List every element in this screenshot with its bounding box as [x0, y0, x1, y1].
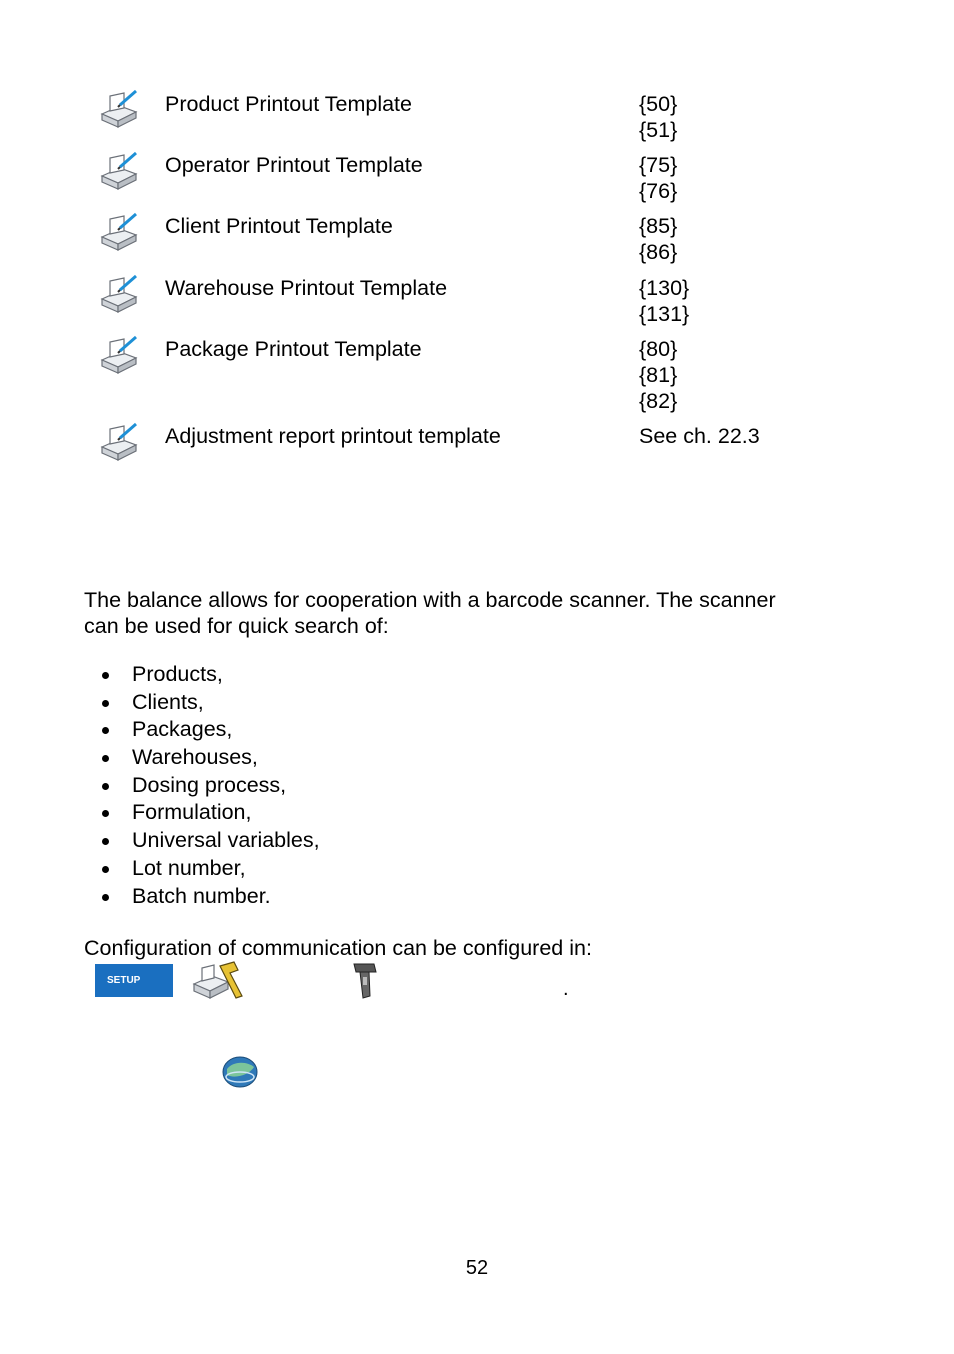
template-name: Operator Printout Template	[165, 153, 423, 177]
list-item-text: Lot number,	[132, 855, 246, 880]
bullet-icon	[102, 755, 109, 762]
printer-scanner-icon[interactable]	[190, 960, 246, 1000]
list-item	[84, 744, 320, 772]
template-code: {50}	[639, 92, 678, 116]
template-code: {131}	[639, 302, 690, 326]
list-item-text: Dosing process,	[132, 772, 287, 797]
setup-button[interactable]: SETUP	[95, 964, 173, 997]
bullet-icon	[102, 783, 109, 790]
template-name: Package Printout Template	[165, 337, 422, 361]
template-code: {75}	[639, 153, 678, 177]
list-item	[84, 716, 320, 744]
list-item-text: Products,	[132, 662, 223, 686]
list-item-text: Batch number.	[132, 883, 271, 908]
printout-template-icon	[96, 150, 144, 190]
list-item-text: Clients,	[132, 689, 204, 714]
globe-icon[interactable]	[221, 1053, 259, 1089]
list-item-text: Warehouses,	[132, 745, 258, 770]
template-name: Client Printout Template	[165, 214, 393, 238]
printout-template-icon	[96, 421, 144, 461]
barcode-scanner-icon[interactable]	[350, 960, 382, 1000]
list-item	[84, 855, 320, 883]
template-code: {130}	[639, 276, 690, 300]
template-name: Product Printout Template	[165, 92, 412, 116]
list-item	[84, 883, 320, 911]
bullet-icon	[102, 672, 109, 679]
template-code: {51}	[639, 118, 678, 142]
search-items-list	[84, 661, 320, 910]
sentence-period: .	[563, 978, 569, 1000]
template-code: See ch. 22.3	[639, 424, 760, 448]
page-number: 52	[465, 1257, 489, 1279]
intro-line: can be used for quick search of:	[84, 614, 389, 638]
bullet-icon	[102, 894, 109, 901]
template-code: {76}	[639, 179, 678, 203]
printout-template-icon	[96, 334, 144, 374]
list-item	[84, 827, 320, 855]
template-codes	[639, 213, 677, 265]
list-item	[84, 772, 320, 800]
printout-template-icon	[96, 211, 144, 251]
list-item	[84, 689, 320, 717]
template-codes	[639, 152, 677, 204]
template-name: Warehouse Printout Template	[165, 276, 448, 300]
list-item	[84, 661, 320, 689]
bullet-icon	[102, 700, 109, 707]
bullet-icon	[102, 727, 109, 734]
list-item-text: Universal variables,	[132, 828, 320, 853]
template-code: {82}	[639, 389, 678, 413]
template-codes	[639, 91, 677, 143]
template-code: {85}	[639, 214, 678, 238]
template-name: Adjustment report printout template	[165, 424, 501, 448]
template-code: {80}	[639, 337, 678, 361]
intro-paragraph	[84, 587, 776, 639]
template-codes	[639, 423, 760, 449]
config-text: Configuration of communication can be configured in:	[84, 936, 592, 960]
template-code: {86}	[639, 240, 678, 264]
list-item	[84, 799, 320, 827]
intro-line: The balance allows for cooperation with a barcode scanner. The scanner	[84, 588, 776, 612]
bullet-icon	[102, 810, 109, 817]
template-codes	[639, 336, 677, 414]
bullet-icon	[102, 838, 109, 845]
list-item-text: Packages,	[132, 717, 233, 742]
template-codes	[639, 275, 689, 327]
template-code: {81}	[639, 363, 678, 387]
list-item-text: Formulation,	[132, 800, 252, 825]
printout-template-icon	[96, 88, 144, 128]
bullet-icon	[102, 866, 109, 873]
printout-template-icon	[96, 273, 144, 313]
